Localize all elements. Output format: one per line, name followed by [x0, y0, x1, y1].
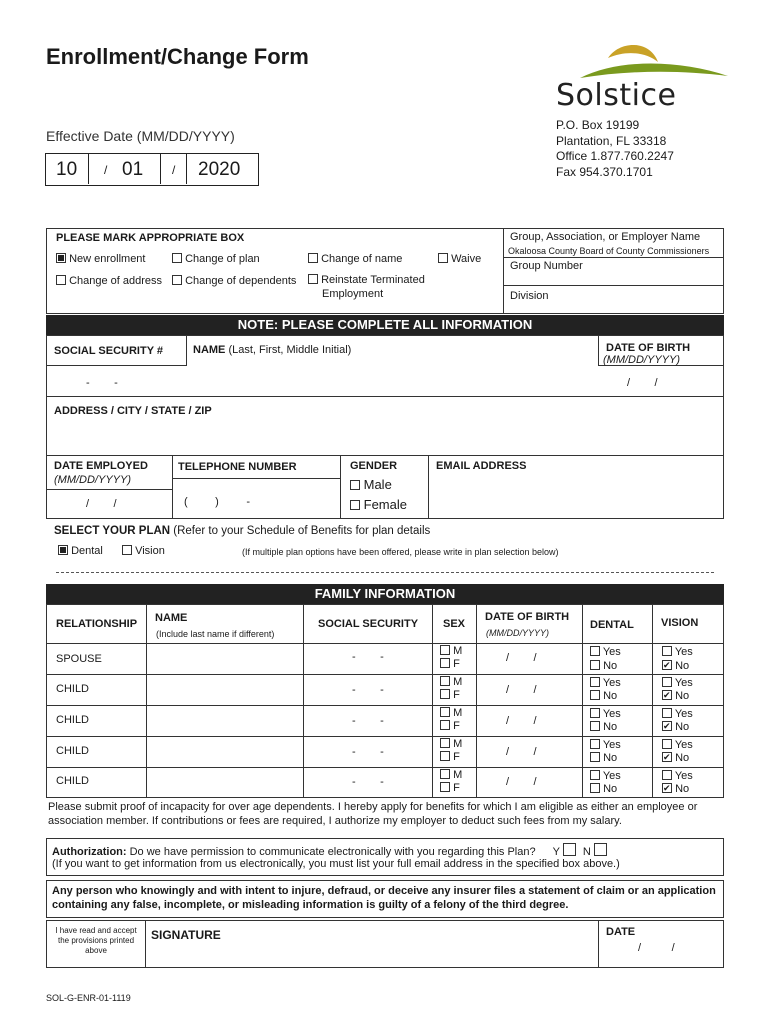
- family-row-sex-f[interactable]: [440, 751, 460, 763]
- sex-m-checkbox[interactable]: [440, 707, 450, 717]
- option-label: Female: [363, 497, 407, 512]
- dental-no-checkbox[interactable]: [590, 690, 600, 700]
- family-row-ssn[interactable]: - -: [352, 776, 384, 788]
- male-checkbox[interactable]: [350, 480, 360, 490]
- ack-line-1: I have read and accept: [55, 926, 137, 935]
- dental-yes-label: Yes: [602, 770, 621, 782]
- family-row-dental-no[interactable]: [590, 783, 617, 795]
- division-label: Division: [510, 290, 549, 302]
- option-label: Male: [363, 477, 392, 492]
- dental-yes-checkbox[interactable]: [590, 739, 600, 749]
- authorization-label: Authorization:: [52, 846, 127, 858]
- option-label: Change of name: [321, 253, 403, 265]
- company-address: [556, 118, 674, 180]
- dental-yes-checkbox[interactable]: [590, 677, 600, 687]
- family-row-relationship: CHILD: [56, 745, 90, 757]
- dental-no-checkbox[interactable]: [590, 783, 600, 793]
- name-label-bold: NAME: [193, 344, 226, 356]
- change-of-name-checkbox[interactable]: [308, 253, 318, 263]
- vision-plan-checkbox[interactable]: [122, 545, 132, 555]
- fraud-warning-text: Any person who knowingly and with intent to injure, defraud, or deceive any insurer files a statement of claim or an application containing any false, incomplete, or misleading information is guilty of a felony of the third degree.: [52, 885, 716, 911]
- vision-no-checkbox[interactable]: [662, 721, 672, 731]
- sex-m-checkbox[interactable]: [440, 738, 450, 748]
- authorization-n-label: N: [582, 846, 591, 858]
- dob-label: DATE OF BIRTH: [606, 342, 691, 354]
- family-info-bar: FAMILY INFORMATION: [46, 584, 724, 604]
- waive-option[interactable]: [438, 253, 481, 265]
- dental-no-checkbox[interactable]: [590, 660, 600, 670]
- col-name: NAME: [155, 612, 188, 624]
- form-code: SOL-G-ENR-01-1119: [46, 993, 131, 1003]
- telephone-separator[interactable]: ( ) -: [184, 496, 250, 508]
- page-title: Enrollment/Change Form: [46, 44, 309, 69]
- signature-date-separator[interactable]: / /: [638, 942, 675, 954]
- family-row-dob[interactable]: / /: [506, 776, 537, 788]
- col-dental: DENTAL: [590, 619, 634, 631]
- dental-yes-checkbox[interactable]: [590, 770, 600, 780]
- ack-line-2: the provisions printed: [57, 936, 135, 945]
- dental-no-label: No: [603, 783, 618, 795]
- new-enrollment-option[interactable]: [56, 253, 145, 265]
- col-ssn: SOCIAL SECURITY: [318, 618, 419, 630]
- vision-yes-label: Yes: [674, 708, 693, 720]
- gender-female-option[interactable]: [350, 497, 407, 512]
- ssn-separator[interactable]: - -: [86, 377, 118, 389]
- dental-yes-label: Yes: [602, 739, 621, 751]
- dental-no-label: No: [603, 690, 618, 702]
- family-row-relationship: CHILD: [56, 714, 90, 726]
- name-label-rest: (Last, First, Middle Initial): [225, 344, 352, 356]
- name-label: [193, 344, 351, 356]
- effective-date-label: Effective Date (MM/DD/YYYY): [46, 128, 235, 144]
- sex-m-label: M: [453, 769, 463, 781]
- family-row-relationship: CHILD: [56, 683, 90, 695]
- change-of-dependents-option[interactable]: [172, 275, 296, 287]
- family-row-dental-no[interactable]: [590, 721, 617, 733]
- authorization-note: (If you want to get information from us electronically, you must list your full email address in the specified box above.): [52, 858, 620, 870]
- option-label: Dental: [71, 545, 103, 557]
- date-slash: /: [104, 163, 108, 177]
- vision-yes-label: Yes: [674, 770, 693, 782]
- option-label: Waive: [451, 253, 482, 265]
- vision-no-label: No: [675, 752, 690, 764]
- change-of-plan-option[interactable]: [172, 253, 260, 265]
- family-row-sex-m[interactable]: [440, 645, 462, 657]
- vision-yes-label: Yes: [674, 646, 693, 658]
- option-label: Change of dependents: [185, 275, 297, 287]
- sex-m-checkbox[interactable]: [440, 676, 450, 686]
- telephone-label: TELEPHONE NUMBER: [178, 461, 297, 473]
- dental-no-checkbox[interactable]: [590, 752, 600, 762]
- address-line-1: P.O. Box 19199: [556, 118, 640, 132]
- vision-no-label: No: [675, 783, 690, 795]
- change-of-address-option[interactable]: [56, 275, 162, 287]
- select-plan-rest: (Refer to your Schedule of Benefits for plan details: [170, 525, 431, 537]
- vision-no-label: No: [675, 690, 690, 702]
- family-row-vision-no[interactable]: [662, 752, 689, 764]
- sex-f-label: F: [453, 658, 460, 670]
- option-label: Vision: [135, 545, 165, 557]
- ssn-label: SOCIAL SECURITY #: [54, 345, 164, 357]
- dental-no-label: No: [603, 721, 618, 733]
- family-row-dental-no[interactable]: [590, 660, 617, 672]
- family-row-sex-m[interactable]: [440, 707, 462, 719]
- family-row-sex-m[interactable]: [440, 738, 462, 750]
- gender-label: GENDER: [350, 460, 398, 472]
- change-of-plan-checkbox[interactable]: [172, 253, 182, 263]
- signature-date-label: DATE: [606, 926, 636, 938]
- dob-format: (MM/DD/YYYY): [603, 354, 680, 366]
- authorization-question: Do we have permission to communicate electronically with you regarding this Plan?: [126, 846, 536, 858]
- group-name-value[interactable]: Okaloosa County Board of County Commissioners: [508, 246, 710, 256]
- date-year: 2020: [198, 159, 241, 180]
- family-row-ssn[interactable]: - -: [352, 651, 384, 663]
- authorization-text: [52, 843, 607, 858]
- col-relationship: RELATIONSHIP: [56, 618, 138, 630]
- note-bar: NOTE: PLEASE COMPLETE ALL INFORMATION: [46, 315, 724, 335]
- col-vision: VISION: [661, 617, 699, 629]
- reinstate-checkbox[interactable]: [308, 274, 318, 284]
- date-slash: /: [172, 163, 176, 177]
- option-label: Reinstate Terminated: [321, 274, 425, 286]
- family-row-vision-yes[interactable]: [662, 646, 693, 658]
- sex-f-checkbox[interactable]: [440, 689, 450, 699]
- plan-note: (If multiple plan options have been offered, please write in plan selection below): [242, 547, 559, 557]
- family-row-dental-yes[interactable]: [590, 677, 621, 689]
- family-row-dob[interactable]: / /: [506, 746, 537, 758]
- col-dob: DATE OF BIRTH: [485, 611, 570, 623]
- vision-no-checkbox[interactable]: [662, 783, 672, 793]
- authorization-y-label: Y: [552, 846, 560, 858]
- family-row-sex-f[interactable]: [440, 658, 460, 670]
- family-table: [46, 604, 724, 798]
- date-employed-format: (MM/DD/YYYY): [54, 474, 131, 486]
- col-sex: SEX: [443, 618, 466, 630]
- dental-no-label: No: [603, 752, 618, 764]
- address-line-2: Plantation, FL 33318: [556, 133, 667, 148]
- company-logo-text: Solstice: [556, 78, 677, 113]
- family-row-vision-no[interactable]: [662, 690, 689, 702]
- effective-date-field[interactable]: [45, 153, 259, 186]
- family-row-sex-f[interactable]: [440, 689, 460, 701]
- change-of-address-checkbox[interactable]: [56, 275, 66, 285]
- group-name-label: Group, Association, or Employer Name: [510, 231, 701, 243]
- sex-f-checkbox[interactable]: [440, 658, 450, 668]
- proof-text: Please submit proof of incapacity for over age dependents. I hereby apply for benefits for which I am eligible as either an employee or association member. If contributions or fees are required, I authorize my employer to deduct such fees from my salary.: [48, 801, 698, 827]
- family-row-relationship: CHILD: [56, 775, 90, 787]
- sex-f-label: F: [453, 751, 460, 763]
- family-row-sex-f[interactable]: [440, 720, 460, 732]
- sex-f-label: F: [453, 689, 460, 701]
- dob-separator[interactable]: / /: [627, 377, 658, 389]
- family-row-vision-no[interactable]: [662, 783, 689, 795]
- sex-f-checkbox[interactable]: [440, 782, 450, 792]
- address-input[interactable]: [48, 420, 722, 454]
- option-label: Change of plan: [185, 253, 260, 265]
- vision-yes-checkbox[interactable]: [662, 770, 672, 780]
- family-row-sex-m[interactable]: [440, 769, 462, 781]
- authorization-no-checkbox[interactable]: [594, 843, 607, 856]
- family-row-dental-yes[interactable]: [590, 646, 621, 658]
- family-row-ssn[interactable]: - -: [352, 684, 384, 696]
- new-enrollment-checkbox[interactable]: [56, 253, 66, 263]
- dental-yes-checkbox[interactable]: [590, 646, 600, 656]
- reinstate-option[interactable]: [308, 273, 425, 301]
- sex-m-label: M: [453, 645, 463, 657]
- change-of-name-option[interactable]: [308, 253, 402, 265]
- vision-no-checkbox[interactable]: [662, 660, 672, 670]
- sex-f-checkbox[interactable]: [440, 720, 450, 730]
- gender-male-option[interactable]: [350, 477, 392, 492]
- family-row-dental-yes[interactable]: [590, 708, 621, 720]
- date-month: 10: [56, 159, 78, 180]
- family-row-vision-no[interactable]: [662, 660, 689, 672]
- dental-yes-label: Yes: [602, 708, 621, 720]
- dental-plan-checkbox[interactable]: [58, 545, 68, 555]
- dental-yes-checkbox[interactable]: [590, 708, 600, 718]
- col-dob-format: (MM/DD/YYYY): [486, 628, 549, 638]
- vision-no-label: No: [675, 660, 690, 672]
- email-label: EMAIL ADDRESS: [436, 460, 527, 472]
- authorization-yes-checkbox[interactable]: [563, 843, 576, 856]
- address-label: ADDRESS / CITY / STATE / ZIP: [54, 405, 212, 417]
- family-row-ssn[interactable]: - -: [352, 746, 384, 758]
- date-day: 01: [122, 159, 144, 180]
- family-row-sex-f[interactable]: [440, 782, 460, 794]
- select-plan-bold: SELECT YOUR PLAN: [54, 525, 171, 537]
- options-header: PLEASE MARK APPROPRIATE BOX: [56, 232, 245, 244]
- vision-yes-checkbox[interactable]: [662, 708, 672, 718]
- change-of-dependents-checkbox[interactable]: [172, 275, 182, 285]
- dental-no-checkbox[interactable]: [590, 721, 600, 731]
- dental-yes-label: Yes: [602, 646, 621, 658]
- col-name-note: (Include last name if different): [156, 629, 275, 639]
- sex-m-label: M: [453, 676, 463, 688]
- dental-yes-label: Yes: [602, 677, 621, 689]
- office-phone: Office 1.877.760.2247: [556, 149, 674, 163]
- vision-yes-label: Yes: [674, 677, 693, 689]
- waive-checkbox[interactable]: [438, 253, 448, 263]
- vision-yes-checkbox[interactable]: [662, 646, 672, 656]
- family-row-dental-no[interactable]: [590, 690, 617, 702]
- sex-m-checkbox[interactable]: [440, 769, 450, 779]
- vision-yes-checkbox[interactable]: [662, 739, 672, 749]
- family-row-ssn[interactable]: - -: [352, 715, 384, 727]
- option-label: Employment: [322, 288, 384, 300]
- family-row-dob[interactable]: / /: [506, 715, 537, 727]
- sex-m-checkbox[interactable]: [440, 645, 450, 655]
- family-row-sex-m[interactable]: [440, 676, 462, 688]
- fax-number: Fax 954.370.1701: [556, 164, 653, 179]
- vision-no-label: No: [675, 721, 690, 733]
- vision-yes-label: Yes: [674, 739, 693, 751]
- dental-no-label: No: [603, 660, 618, 672]
- acknowledgement-text: [48, 926, 144, 956]
- signature-field[interactable]: [146, 944, 598, 967]
- family-row-vision-no[interactable]: [662, 721, 689, 733]
- ack-line-3: above: [85, 946, 107, 955]
- select-plan-label: [54, 525, 430, 537]
- family-row-dob[interactable]: / /: [506, 684, 537, 696]
- date-employed-separator[interactable]: / /: [86, 498, 117, 510]
- family-row-dental-yes[interactable]: [590, 739, 621, 751]
- family-row-dental-no[interactable]: [590, 752, 617, 764]
- dental-plan-option[interactable]: [58, 545, 103, 557]
- signature-label: SIGNATURE: [151, 928, 221, 942]
- vision-yes-checkbox[interactable]: [662, 677, 672, 687]
- plan-selection-line[interactable]: [56, 572, 714, 573]
- date-employed-label: DATE EMPLOYED: [54, 460, 148, 472]
- sex-f-label: F: [453, 720, 460, 732]
- option-label: Change of address: [69, 275, 163, 287]
- option-label: New enrollment: [69, 253, 146, 265]
- sex-m-label: M: [453, 707, 463, 719]
- sex-f-checkbox[interactable]: [440, 751, 450, 761]
- sex-f-label: F: [453, 782, 460, 794]
- family-row-dental-yes[interactable]: [590, 770, 621, 782]
- family-row-dob[interactable]: / /: [506, 652, 537, 664]
- vision-plan-option[interactable]: [122, 545, 165, 557]
- female-checkbox[interactable]: [350, 500, 360, 510]
- vision-no-checkbox[interactable]: [662, 752, 672, 762]
- group-number-label: Group Number: [510, 260, 583, 272]
- family-row-relationship: SPOUSE: [56, 653, 102, 665]
- vision-no-checkbox[interactable]: [662, 690, 672, 700]
- sex-m-label: M: [453, 738, 463, 750]
